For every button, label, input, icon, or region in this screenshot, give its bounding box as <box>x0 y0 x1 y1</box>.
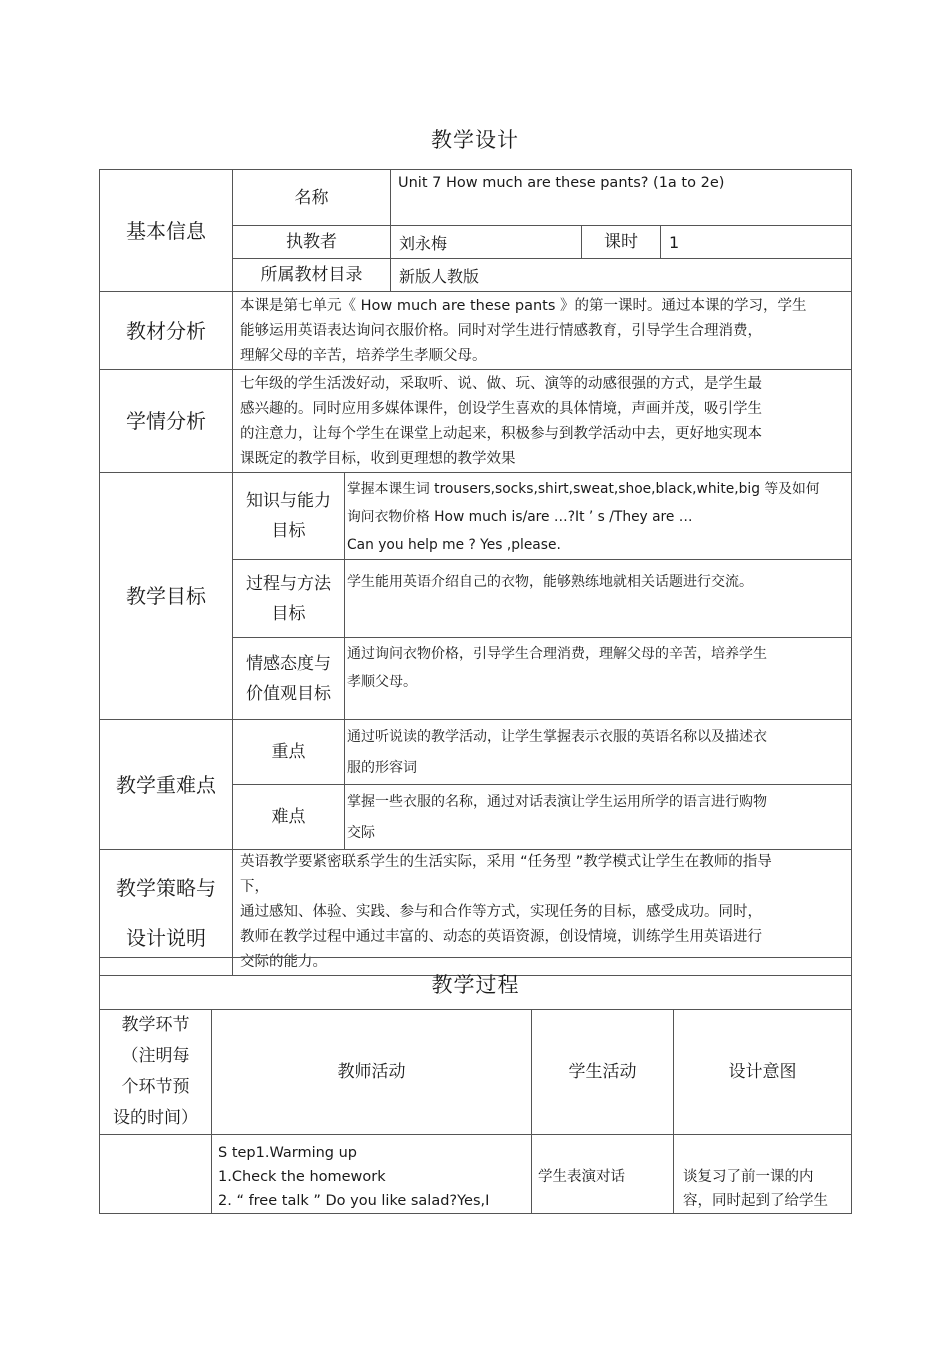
name-label: 名称 <box>233 170 391 226</box>
knowledge-goal-text <box>345 473 852 560</box>
text-line: 本课是第七单元《 How much are these pants 》的第一课时。通过本课的学习，学生 <box>240 298 807 314</box>
period-label: 课时 <box>582 226 661 259</box>
difficult-point-label: 难点 <box>233 785 345 850</box>
process-goal-label: 过程与方法 目标 <box>233 560 345 638</box>
text-line: 通过询问衣物价格，引导学生合理消费，理解父母的辛苦，培养学生 <box>347 646 767 662</box>
stage-cell <box>100 1135 212 1214</box>
period-value: 1 <box>661 226 852 259</box>
emotion-goal-text <box>345 638 852 720</box>
text-line: 七年级的学生活泼好动，采取听、说、做、玩、演等的动感很强的方式，是学生最 <box>240 376 762 392</box>
text-line: 孝顺父母。 <box>347 674 417 690</box>
text-line: 2. “ free talk ” Do you like salad?Yes,I <box>218 1193 490 1209</box>
text-line: 课既定的教学目标，收到更理想的教学效果 <box>240 451 516 467</box>
key-point-label: 重点 <box>233 720 345 785</box>
basic-info-label: 基本信息 <box>100 170 233 292</box>
text-line: 英语教学要紧密联系学生的生活实际，采用 “任务型 ”教学模式让学生在教师的指导 <box>240 854 772 870</box>
text-line: 感兴趣的。同时应用多媒体课件，创设学生喜欢的具体情境，声画并茂，吸引学生 <box>240 401 762 417</box>
textbook-label: 所属教材目录 <box>233 259 391 292</box>
page-title: 教学设计 <box>431 128 519 152</box>
material-analysis-text <box>233 292 852 370</box>
text-line: 的注意力，让每个学生在课堂上动起来，积极参与到教学活动中去，更好地实现本 <box>240 426 762 442</box>
teaching-process-title: 教学过程 <box>100 958 852 1010</box>
lesson-info-table <box>99 169 852 976</box>
strategy-label: 教学策略与 设计说明 <box>100 850 233 976</box>
text-line: 交际 <box>347 825 375 841</box>
teaching-process-table <box>99 957 852 1214</box>
student-analysis-label: 学情分析 <box>100 370 233 473</box>
text-line: Can you help me ? Yes ,please. <box>347 537 561 553</box>
text-line: 服的形容词 <box>347 760 417 776</box>
text-line: 掌握本课生词 trousers,socks,shirt,sweat,shoe,black,white,big 等及如何 <box>347 481 820 497</box>
textbook-value: 新版人教版 <box>391 259 852 292</box>
process-goal-text: 学生能用英语介绍自己的衣物，能够熟练地就相关话题进行交流。 <box>345 560 852 638</box>
design-intent-header: 设计意图 <box>674 1010 852 1135</box>
key-difficult-label: 教学重难点 <box>100 720 233 850</box>
text-line: 1.Check the homework <box>218 1169 386 1185</box>
student-activity-cell: 学生表演对话 <box>532 1135 674 1214</box>
teacher-activity-header: 教师活动 <box>212 1010 532 1135</box>
design-intent-cell <box>674 1135 852 1214</box>
text-line: 下， <box>240 879 269 895</box>
text-line: 交际的能力。 <box>240 954 327 970</box>
text-line: 通过感知、体验、实践、参与和合作等方式，实现任务的目标，感受成功。同时， <box>240 904 762 920</box>
teacher-activity-cell <box>212 1135 532 1214</box>
text-line: 掌握一些衣服的名称，通过对话表演让学生运用所学的语言进行购物 <box>347 794 767 810</box>
text-line: 容，同时起到了给学生 <box>683 1193 828 1209</box>
stage-header: 教学环节 （注明每 个环节预 设的时间） <box>100 1010 212 1135</box>
knowledge-goal-label: 知识与能力 目标 <box>233 473 345 560</box>
text-line: 能够运用英语表达询问衣服价格。同时对学生进行情感教育，引导学生合理消费， <box>240 323 762 339</box>
text-line: 教师在教学过程中通过丰富的、动态的英语资源，创设情境，训练学生用英语进行 <box>240 929 762 945</box>
teacher-label: 执教者 <box>233 226 391 259</box>
text-line: 理解父母的辛苦，培养学生孝顺父母。 <box>240 348 487 364</box>
teacher-value: 刘永梅 <box>391 226 582 259</box>
teaching-goals-label: 教学目标 <box>100 473 233 720</box>
text-line: S tep1.Warming up <box>218 1145 358 1161</box>
student-activity-header: 学生活动 <box>532 1010 674 1135</box>
emotion-goal-label: 情感态度与 价值观目标 <box>233 638 345 720</box>
key-point-text <box>345 720 852 785</box>
text-line: 谈复习了前一课的内 <box>683 1169 814 1185</box>
material-analysis-label: 教材分析 <box>100 292 233 370</box>
difficult-point-text <box>345 785 852 850</box>
text-line: 询问衣物价格 How much is/are …?It ’ s /They are … <box>347 509 693 525</box>
text-line: 通过听说读的教学活动，让学生掌握表示衣服的英语名称以及描述衣 <box>347 729 767 745</box>
name-value: Unit 7 How much are these pants? (1a to 2e) <box>391 170 852 226</box>
student-analysis-text <box>233 370 852 473</box>
